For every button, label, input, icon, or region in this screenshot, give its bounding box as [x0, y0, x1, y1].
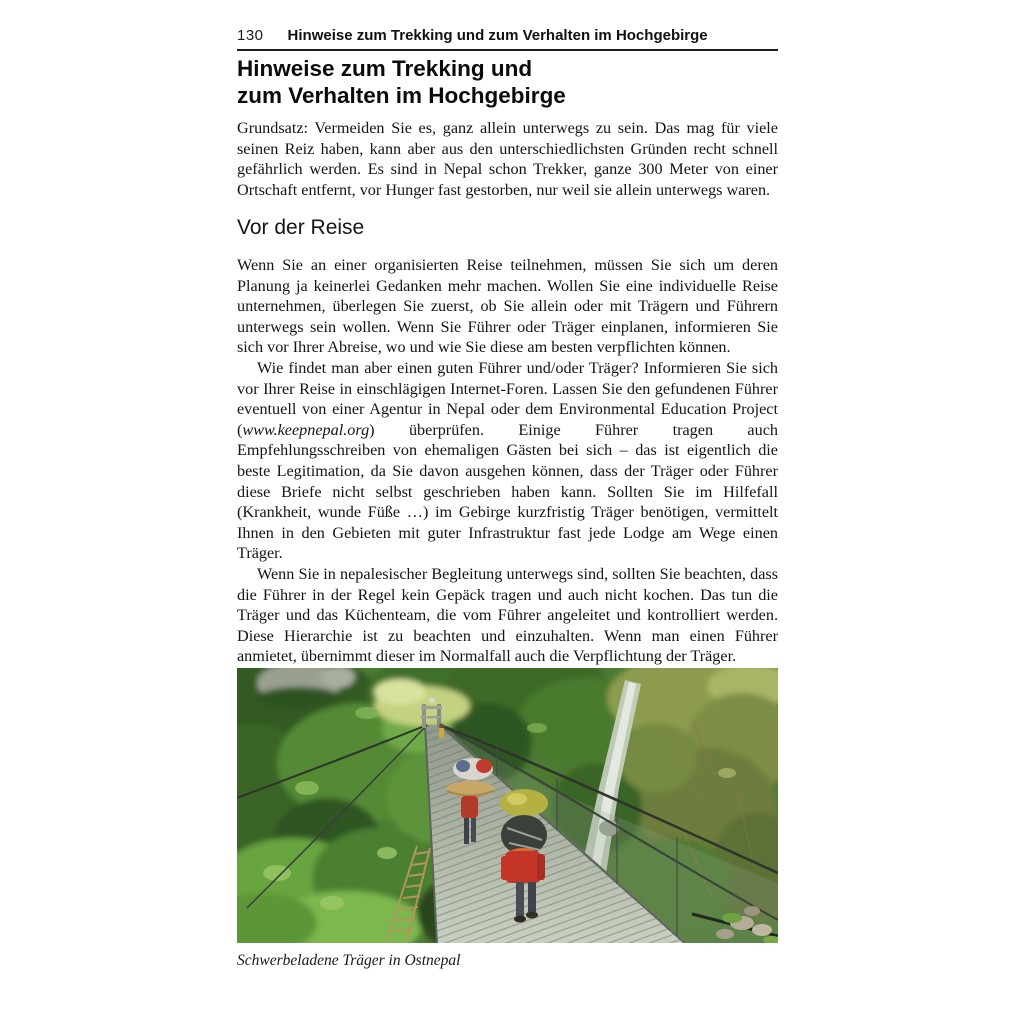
chapter-title-line1: Hinweise zum Trekking und: [237, 56, 533, 81]
far-porter: [439, 724, 444, 739]
running-header-text: Hinweise zum Trekking und zum Verhalten im Hochgebirge: [287, 27, 708, 44]
paragraph-finding-guide-text2: ) überprüfen. Einige Führer tragen auch Empfehlungsschreiben von ehemaligen Gästen bei sich – das ist eigentlich die beste Legitimation, da Sie davon ausgehen können, dass der Träger oder Führer diese Briefe nicht selbst geschrieben haben kann. Sollten Sie im Hilfefall (Krankheit, wunde Füße …) im Gebirge kurzfristig Träger benötigen, vermittelt Ihnen in den Gebieten mit guter Infrastruktur fast jede Lodge am Wege einen Träger.: [237, 420, 778, 563]
keepnepal-url: www.keepnepal.org: [242, 420, 370, 439]
paragraph-hierarchy: Wenn Sie in nepalesischer Begleitung unterwegs sind, sollten Sie beachten, dass die Führer in der Regel kein Gepäck tragen und auch nicht kochen. Das tun die Träger und das Küchenteam, die vom Führer angeleitet und kontrolliert werden. Diese Hierarchie ist zu beachten und einzuhalten. Wenn man einen Führer anmietet, übernimmt dieser im Normalfall auch die Verpflichtung der Träger.: [237, 564, 778, 666]
chapter-title: [237, 55, 778, 109]
section-body: [237, 255, 778, 667]
chapter-title-line2: zum Verhalten im Hochgebirge: [237, 83, 566, 108]
running-header: [237, 27, 778, 51]
intro-paragraph-block: [237, 118, 778, 200]
page-number: 130: [237, 27, 264, 44]
figure: [237, 668, 778, 970]
section-heading: Vor der Reise: [237, 216, 365, 239]
paragraph-finding-guide: [237, 358, 778, 564]
paragraph-finding-guide-text1: Wie findet man aber einen guten Führer und/oder Träger? Informieren Sie sich vor Ihrer Reise in einschlägigen Internet-Foren. Lassen Sie den gefundenen Führer eventuell von einer Agentur in Nepal oder dem Environmental Education Project (: [237, 358, 778, 439]
paragraph-planning: Wenn Sie an einer organisierten Reise teilnehmen, müssen Sie sich um deren Planung ja keinerlei Gedanken mehr machen. Wollen Sie eine individuelle Reise unternehmen, überlegen Sie zuerst, ob Sie allein oder mit Trägern und Führern unterwegs sein wollen. Wenn Sie Führer oder Träger einplanen, informieren Sie sich vor Ihrer Abreise, wo und wie Sie diese am besten verpflichten können.: [237, 256, 778, 357]
trek-photo: [237, 668, 778, 943]
red-shirt: [505, 851, 541, 883]
intro-paragraph: Grundsatz: Vermeiden Sie es, ganz allein unterwegs zu sein. Das mag für viele seinen Reiz haben, kann aber aus den unterschiedlichsten Gründen recht schnell gefährlich werden. Es sind in Nepal schon Trekker, ganze 300 Meter von einer Ortschaft entfernt, vor Hunger fast gestorben, nur weil sie allein unterwegs waren.: [237, 119, 778, 199]
photo-caption: Schwerbeladene Träger in Ostnepal: [237, 952, 461, 969]
